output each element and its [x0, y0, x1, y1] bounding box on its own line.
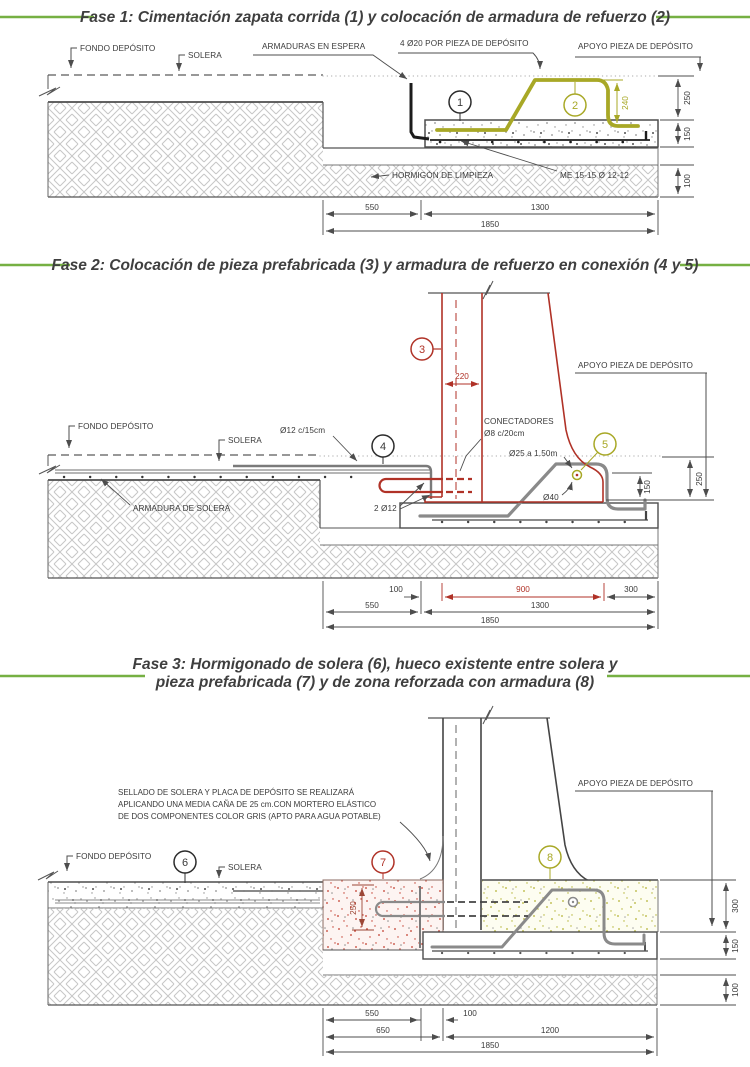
dim-250-text: 250 [683, 91, 692, 105]
media-cana-fillet [420, 836, 443, 879]
soil-hatch-under-footing [323, 165, 658, 197]
dim-650-text: 650 [376, 1026, 390, 1035]
marker-7 [372, 851, 394, 879]
fase3-right-dims [660, 880, 736, 1005]
dim-1850-text: 1850 [480, 220, 500, 229]
soil-hatch-left [48, 480, 320, 578]
dim-150-text: 150 [643, 480, 652, 494]
break-mark [483, 706, 493, 724]
fase2-armsolera-label: ARMADURA DE SOLERA [133, 504, 231, 513]
fase2-o25-label: Ø25 a 1.50m [509, 449, 558, 458]
marker-3 [411, 338, 441, 360]
dim-250-text: 250 [349, 901, 358, 915]
marker-1-num: 1 [456, 97, 464, 109]
dim-100-text: 100 [731, 983, 740, 997]
marker-2 [564, 82, 586, 116]
marker-1 [449, 91, 471, 121]
fase1-fondo-label: FONDO DEPÓSITO [80, 44, 156, 53]
soil-hatch-under-footing [320, 545, 658, 578]
note-leader [400, 822, 430, 861]
precast-piece [425, 281, 603, 503]
o25-bar-section [573, 471, 582, 480]
fase3-fondo-label: FONDO DEPÓSITO [76, 852, 152, 861]
dim-300-text: 300 [624, 585, 638, 594]
fase2-title: Fase 2: Colocación de pieza prefabricada (3) y armadura de refuerzo en conexión (4 y 5) [51, 257, 699, 274]
fase1-apoyo-label: APOYO PIEZA DE DEPÓSITO [578, 42, 693, 51]
sealing-note-line3: DE DOS COMPONENTES COLOR GRIS (APTO PARA AGUA POTABLE) [118, 812, 381, 821]
dim-1300-text: 1300 [530, 601, 550, 610]
fase3-apoyo-label: APOYO PIEZA DE DEPÓSITO [578, 779, 693, 788]
fase3-title-line1: Fase 3: Hormigonado de solera (6), hueco existente entre solera y [132, 656, 618, 673]
dim-220 [445, 372, 479, 384]
fase2-solera-label: SOLERA [228, 436, 262, 445]
fase1-title: Fase 1: Cimentación zapata corrida (1) y colocación de armadura de refuerzo (2) [79, 9, 671, 26]
fase3-title-line2: pieza prefabricada (7) y de zona reforzada con armadura (8) [155, 674, 595, 691]
dim-100-text: 100 [463, 1009, 477, 1018]
fase3-panel [0, 656, 750, 1056]
fase1-esperas-label: ARMADURAS EN ESPERA [262, 42, 366, 51]
fase2-conectadores-label: CONECTADORES [484, 417, 554, 426]
sealing-note-line1: SELLADO DE SOLERA Y PLACA DE DEPÓSITO SE REALIZARÁ [118, 788, 355, 797]
o25-bar-section [569, 898, 578, 907]
fase2-o12-label: Ø12 c/15cm [280, 426, 326, 435]
marker-7-num: 7 [379, 857, 387, 869]
dim-900-text: 900 [516, 585, 530, 594]
marker-8 [539, 846, 561, 879]
sealing-note-line2: APLICANDO UNA MEDIA CAÑA DE 25 cm.CON MORTERO ELÁSTICO [118, 800, 377, 809]
fase1-limpieza-label: HORMIGÓN DE LIMPIEZA [392, 171, 494, 180]
dim-550-text: 550 [365, 1009, 379, 1018]
fase2-conectadores-spec: Ø8 c/20cm [484, 429, 525, 438]
dim-150-text: 150 [683, 127, 692, 141]
fase2-o40-label: Ø40 [543, 493, 559, 502]
fase1-malla-label: ME 15-15 Ø 12-12 [560, 171, 629, 180]
dim-250-text: 250 [695, 472, 704, 486]
break-mark [483, 281, 493, 299]
marker-5-num: 5 [601, 439, 609, 451]
dim-100-text: 100 [683, 174, 692, 188]
marker-4-num: 4 [379, 441, 387, 453]
dim-220-text: 220 [455, 372, 469, 381]
fase1-piezas-label: 4 Ø20 POR PIEZA DE DEPÓSITO [400, 39, 529, 48]
fase2-2o12-label: 2 Ø12 [374, 504, 397, 513]
dim-240-text: 240 [621, 96, 630, 110]
marker-6 [174, 851, 196, 883]
fase3-solera-label: SOLERA [228, 863, 262, 872]
dim-1300-text: 1300 [530, 203, 550, 212]
dim-550-text: 550 [365, 601, 379, 610]
marker-8-num: 8 [546, 852, 554, 864]
fase1-panel [0, 9, 750, 235]
dim-100-text: 100 [389, 585, 403, 594]
soil-hatch-under-footing [323, 975, 657, 1005]
fase2-fondo-label: FONDO DEPÓSITO [78, 422, 154, 431]
marker-3-num: 3 [418, 344, 426, 356]
dim-1850-text: 1850 [480, 1041, 500, 1050]
dim-550-text: 550 [365, 203, 379, 212]
marker-2-num: 2 [571, 100, 579, 112]
dim-150-text: 150 [731, 939, 740, 953]
fase1-solera-label: SOLERA [188, 51, 222, 60]
break-mark [38, 871, 58, 880]
soil-hatch-left [48, 102, 323, 197]
dim-1850-text: 1850 [480, 616, 500, 625]
hairpin-2o12 [380, 479, 473, 492]
soil-hatch-left [48, 908, 323, 1005]
marker-4 [372, 435, 394, 464]
dim-300-text: 300 [731, 899, 740, 913]
dim-1200-text: 1200 [540, 1026, 560, 1035]
break-mark [39, 87, 60, 96]
marker-6-num: 6 [181, 857, 189, 869]
fase2-panel [0, 257, 750, 629]
fase2-apoyo-label: APOYO PIEZA DE DEPÓSITO [578, 361, 693, 370]
